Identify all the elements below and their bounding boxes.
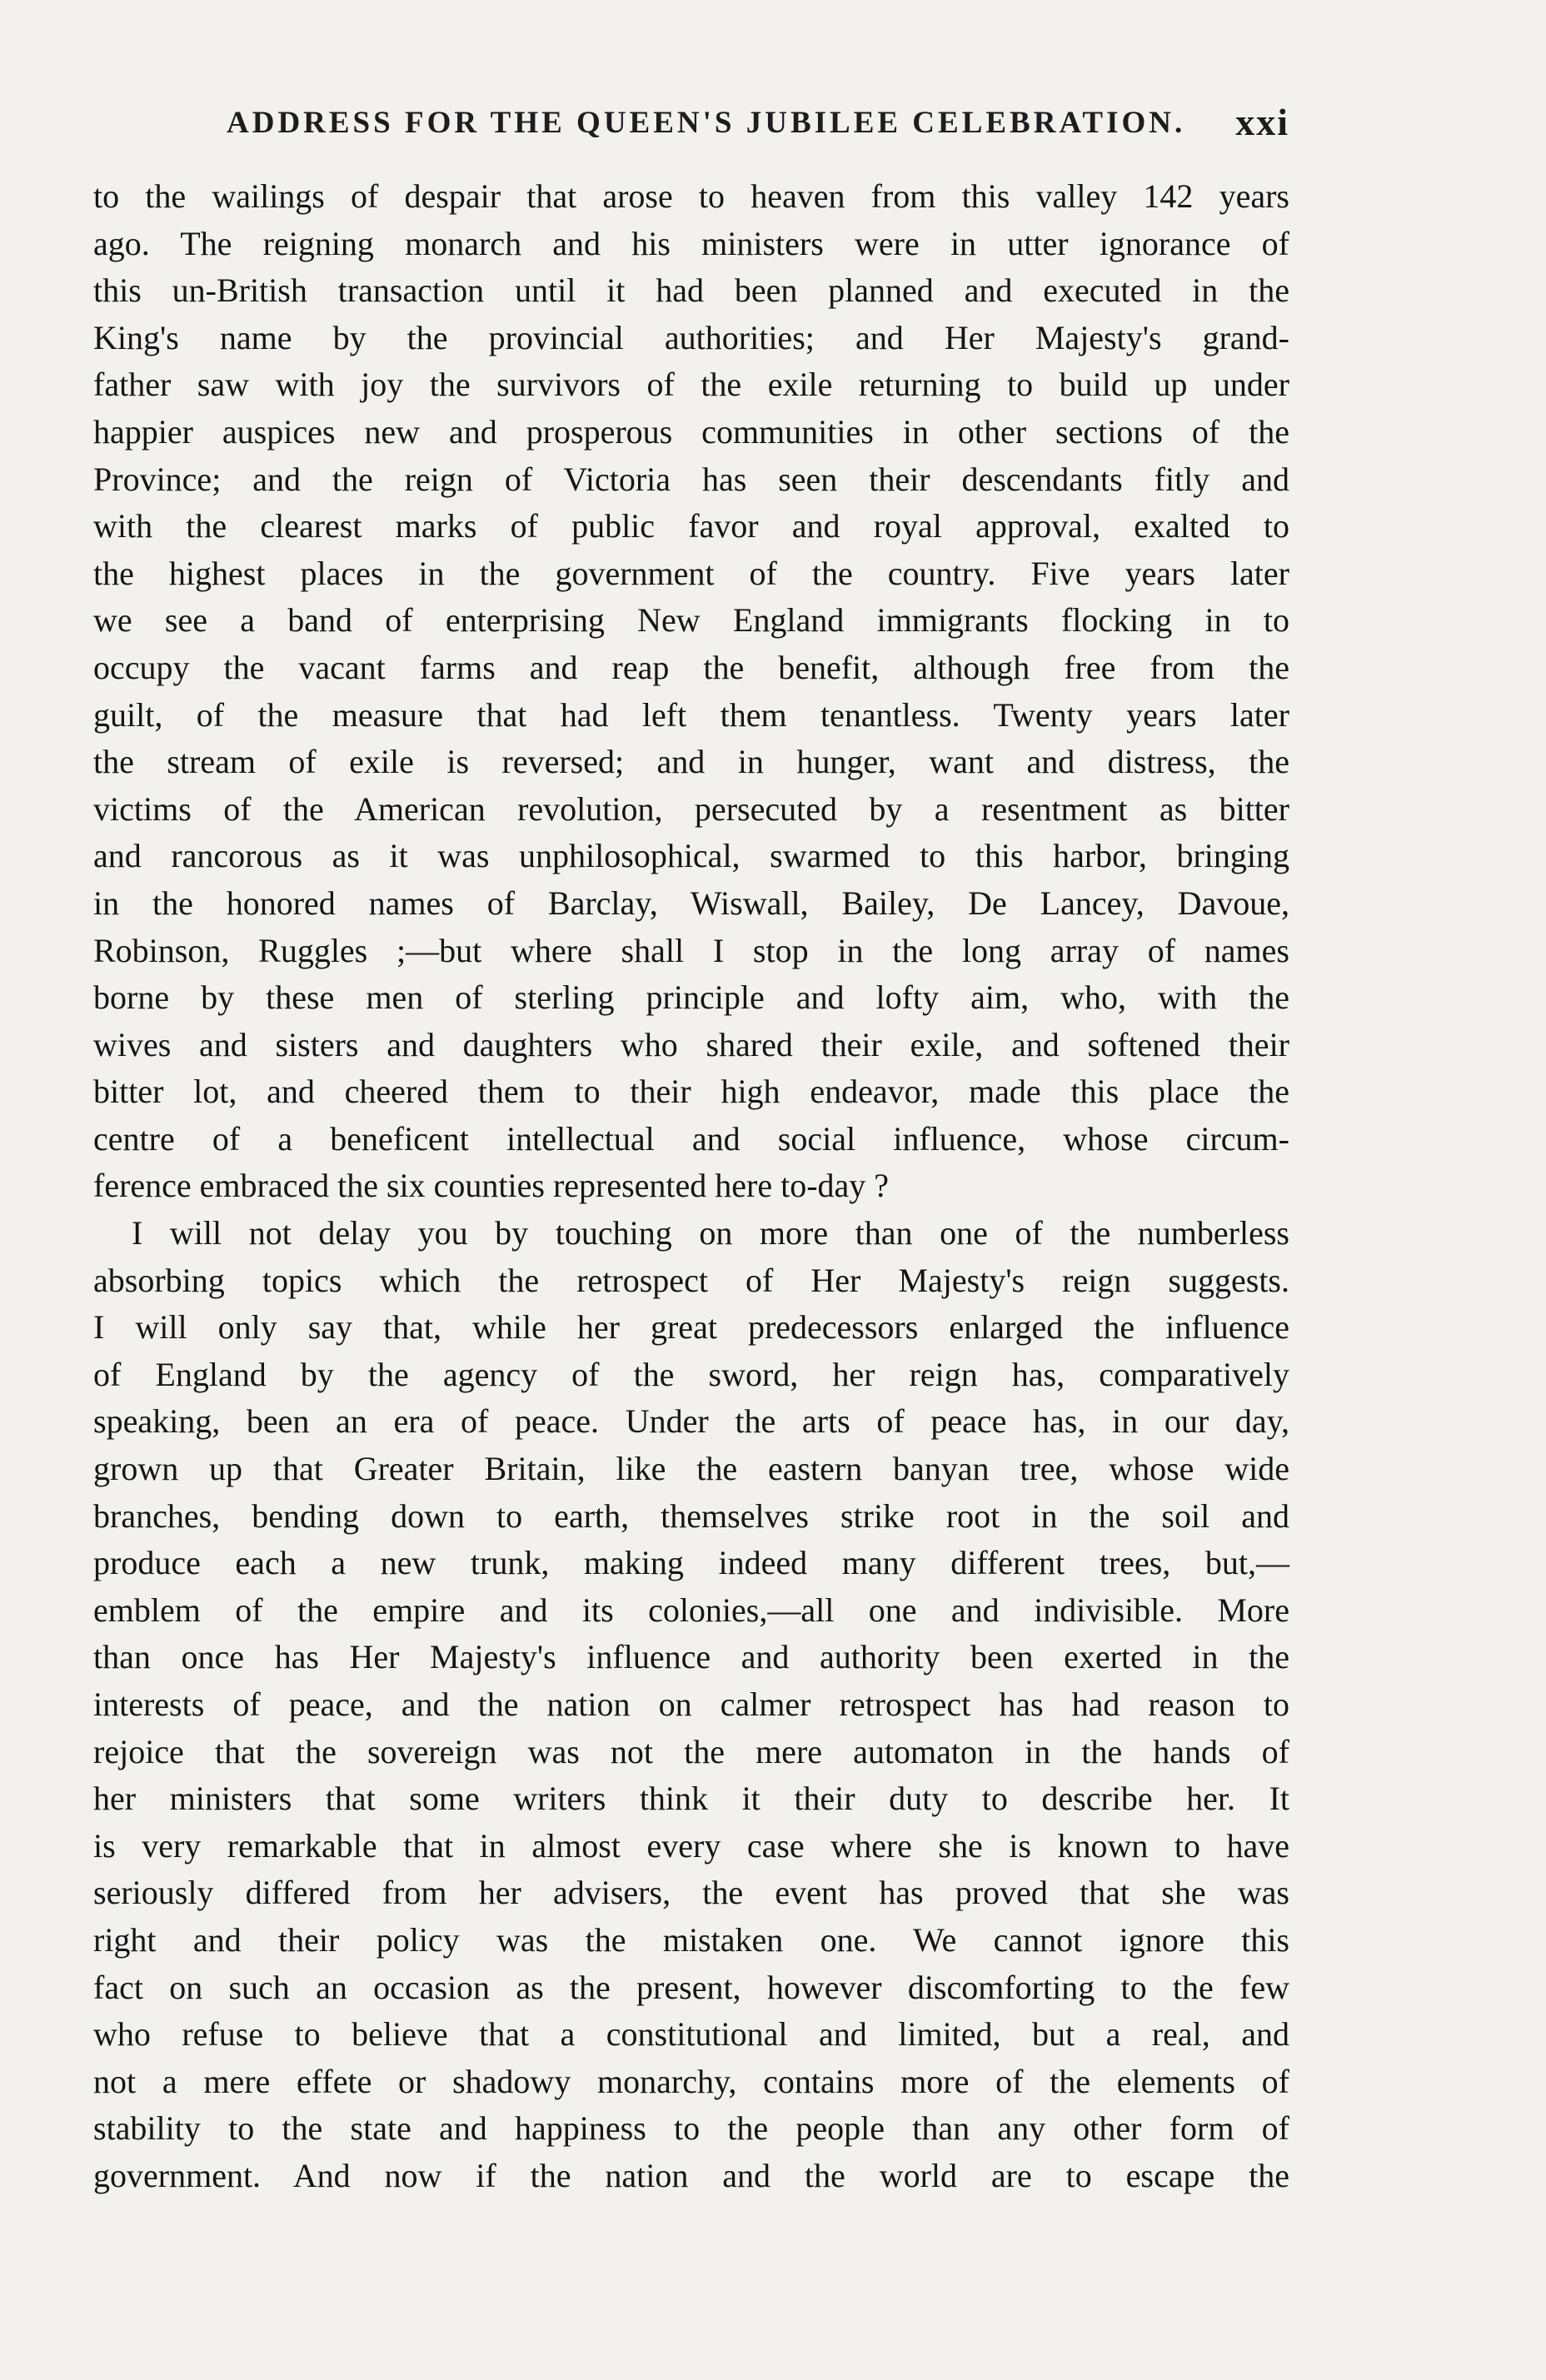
text-line: Province; and the reign of Victoria has seen their descendants fitly and <box>93 460 1289 498</box>
text-line: rejoice that the sovereign was not the mere automaton in the hands of <box>93 1732 1289 1770</box>
text-line: the highest places in the government of the country. Five years later <box>93 554 1289 592</box>
text-line: wives and sisters and daughters who shared their exile, and softened their <box>93 1025 1289 1063</box>
text-line: seriously differed from her advisers, the event has proved that she was <box>93 1874 1289 1912</box>
text-line: Robinson, Ruggles ;—but where shall I stop in the long array of names <box>93 931 1289 969</box>
text-line: to the wailings of despair that arose to heaven from this valley 142 years <box>93 177 1289 215</box>
text-line: government. And now if the nation and the world are to escape the <box>93 2156 1289 2194</box>
page-number: xxi <box>1235 101 1289 143</box>
text-line: ference embraced the six counties represented here to-day ? <box>93 1167 890 1205</box>
text-line: right and their policy was the mistaken one. We cannot ignore this <box>93 1920 1289 1959</box>
text-line: occupy the vacant farms and reap the benefit, although free from the <box>93 648 1289 686</box>
text-line: emblem of the empire and its colonies,—all one and indivisible. More <box>93 1591 1289 1629</box>
text-line: with the clearest marks of public favor and royal approval, exalted to <box>93 507 1289 545</box>
text-line: centre of a beneficent intellectual and social influence, whose circum- <box>93 1119 1289 1158</box>
text-line: we see a band of enterprising New England immigrants flocking in to <box>93 601 1289 640</box>
text-line: grown up that Greater Britain, like the eastern banyan tree, whose wide <box>93 1450 1289 1488</box>
text-line: branches, bending down to earth, themselves strike root in the soil and <box>93 1496 1289 1535</box>
text-line: interests of peace, and the nation on calmer retrospect has had reason to <box>93 1685 1289 1723</box>
text-line: who refuse to believe that a constitutional and limited, but a real, and <box>93 2015 1289 2054</box>
text-line: than once has Her Majesty's influence and authority been exerted in the <box>93 1638 1289 1676</box>
text-line: King's name by the provincial authorities; and Her Majesty's grand- <box>93 318 1289 356</box>
text-line: I will not delay you by touching on more than one of the numberless <box>132 1214 1289 1252</box>
paragraph-2 <box>93 1210 1289 2199</box>
text-line: absorbing topics which the retrospect of Her Majesty's reign suggests. <box>93 1261 1289 1299</box>
text-line: I will only say that, while her great predecessors enlarged the influence <box>93 1308 1289 1347</box>
text-line: of England by the agency of the sword, her reign has, comparatively <box>93 1355 1289 1393</box>
text-line: stability to the state and happiness to the people than any other form of <box>93 2109 1289 2148</box>
text-line: guilt, of the measure that had left them tenantless. Twenty years later <box>93 695 1289 734</box>
text-line: father saw with joy the survivors of the exile returning to build up under <box>93 366 1289 404</box>
text-line: this un-British transaction until it had been planned and executed in the <box>93 271 1289 310</box>
text-line: not a mere effete or shadowy monarchy, contains more of the elements of <box>93 2062 1289 2100</box>
text-line: ago. The reigning monarch and his ministers were in utter ignorance of <box>93 224 1289 262</box>
text-line: and rancorous as it was unphilosophical, swarmed to this harbor, bringing <box>93 837 1289 875</box>
text-line: the stream of exile is reversed; and in hunger, want and distress, the <box>93 743 1289 781</box>
text-line: in the honored names of Barclay, Wiswall, Bailey, De Lancey, Davoue, <box>93 884 1289 922</box>
text-line: victims of the American revolution, persecuted by a resentment as bitter <box>93 789 1289 828</box>
paragraph-1 <box>93 173 1289 1210</box>
text-line: borne by these men of sterling principle and lofty aim, who, with the <box>93 978 1289 1017</box>
text-line: her ministers that some writers think it their duty to describe her. It <box>93 1780 1289 1818</box>
running-head <box>93 93 1289 143</box>
text-line: is very remarkable that in almost every case where she is known to have <box>93 1826 1289 1865</box>
text-line: speaking, been an era of peace. Under the arts of peace has, in our day, <box>93 1402 1289 1441</box>
text-line: happier auspices new and prosperous communities in other sections of the <box>93 412 1289 451</box>
text-line: fact on such an occasion as the present, however discomforting to the few <box>93 1968 1289 2006</box>
text-line: produce each a new trunk, making indeed many different trees, but,— <box>93 1544 1289 1582</box>
text-line: bitter lot, and cheered them to their high endeavor, made this place the <box>93 1073 1289 1111</box>
running-title: ADDRESS FOR THE QUEEN'S JUBILEE CELEBRATION. <box>227 106 1186 140</box>
body-text <box>93 173 1289 2200</box>
